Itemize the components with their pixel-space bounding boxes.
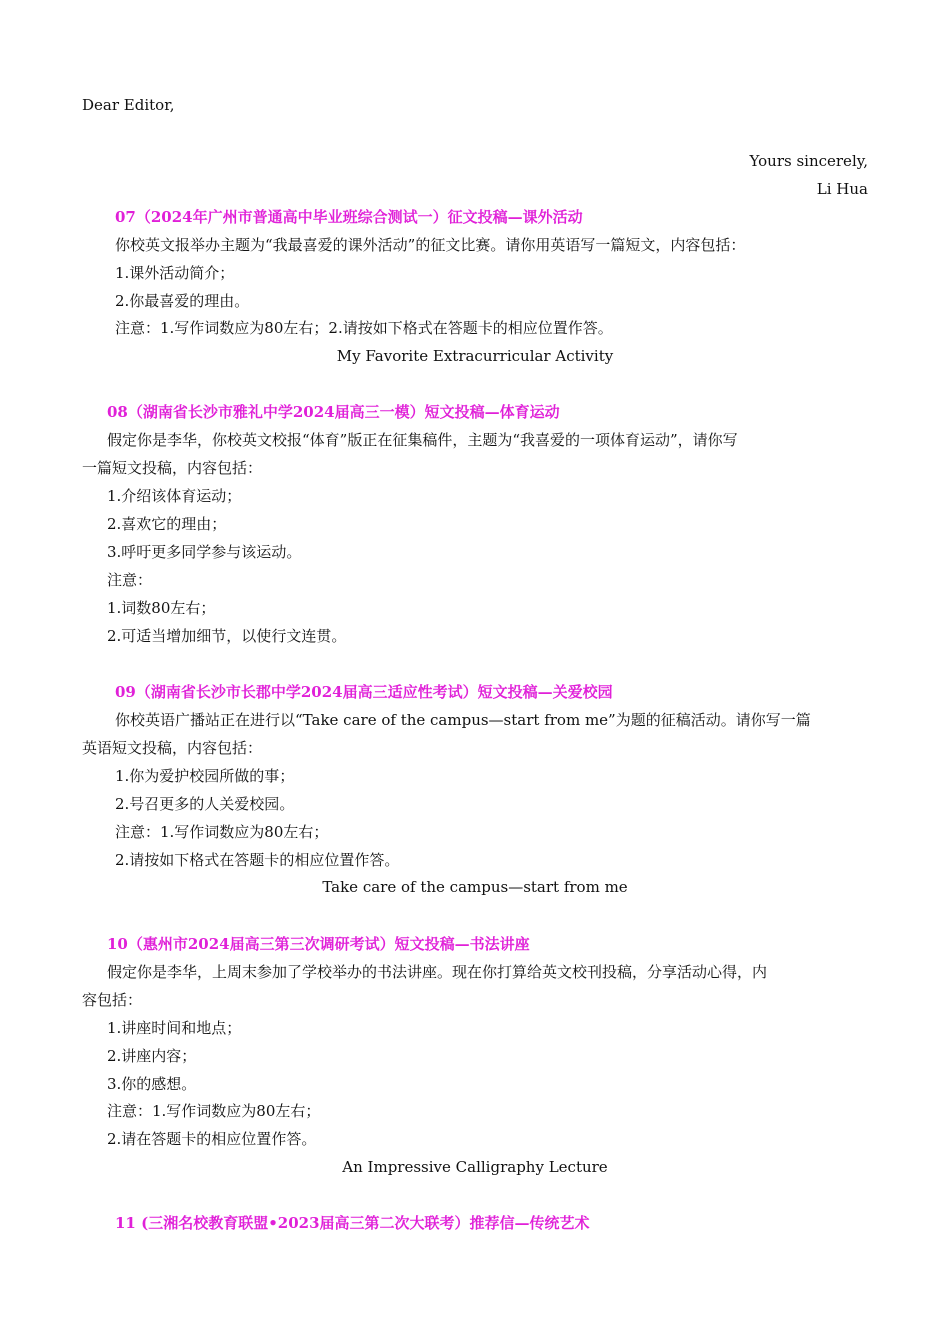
section-09-line: 2.请按如下格式在答题卡的相应位置作答。	[115, 851, 400, 869]
section-09-line: 1.你为爱护校园所做的事；	[115, 767, 295, 785]
section-09-line: 2.号召更多的人关爱校园。	[115, 795, 295, 813]
section-09-line: 英语短文投稿，内容包括：	[82, 739, 263, 757]
section-07-line: 你校英文报举办主题为“我最喜爱的课外活动”的征文比赛。请你用英语写一篇短文，内容包括：	[115, 236, 746, 254]
section-10-heading: 10（惠州市2024届高三第三次调研考试）短文投稿—书法讲座	[107, 935, 530, 953]
section-10-line: 2.讲座内容；	[107, 1047, 197, 1065]
section-08-line: 一篇短文投稿，内容包括：	[82, 459, 263, 477]
section-09-line: 注意：1.写作词数应为80左右；	[115, 823, 329, 841]
section-10-line: 容包括：	[82, 991, 143, 1009]
section-10-line: 2.请在答题卡的相应位置作答。	[107, 1130, 317, 1148]
section-09-line: 你校英语广播站正在进行以“Take care of the campus—start from me”为题的征稿活动。请你写一篇	[115, 711, 811, 729]
section-10-essay-title: An Impressive Calligraphy Lecture	[342, 1158, 608, 1176]
section-07-line: 1.课外活动简介；	[115, 264, 235, 282]
section-08-line: 3.呼吁更多同学参与该运动。	[107, 543, 302, 561]
section-07-heading: 07（2024年广州市普通高中毕业班综合测试一）征文投稿—课外活动	[115, 208, 583, 226]
section-10-line: 假定你是李华，上周末参加了学校举办的书法讲座。现在你打算给英文校刊投稿，分享活动心得，内	[107, 963, 768, 981]
section-10-line: 3.你的感想。	[107, 1075, 197, 1093]
section-08-line: 2.可适当增加细节，以使行文连贯。	[107, 627, 347, 645]
section-07-line: 注意：1.写作词数应为80左右；2.请按如下格式在答题卡的相应位置作答。	[115, 319, 613, 337]
section-09-essay-title: Take care of the campus—start from me	[322, 878, 628, 896]
section-10-line: 1.讲座时间和地点；	[107, 1019, 242, 1037]
section-11-heading: 11 (三湘名校教育联盟•2023届高三第二次大联考）推荐信—传统艺术	[115, 1214, 590, 1232]
section-08-heading: 08（湖南省长沙市雅礼中学2024届高三一模）短文投稿—体育运动	[107, 403, 560, 421]
section-07-essay-title: My Favorite Extracurricular Activity	[336, 347, 614, 365]
section-08-line: 1.介绍该体育运动；	[107, 487, 242, 505]
section-09-heading: 09（湖南省长沙市长郡中学2024届高三适应性考试）短文投稿—关爱校园	[115, 683, 613, 701]
letter-closing: Yours sincerely,	[749, 152, 868, 170]
section-08-line: 1.词数80左右；	[107, 599, 216, 617]
section-08-line: 注意：	[107, 571, 153, 589]
section-08-line: 假定你是李华，你校英文校报“体育”版正在征集稿件，主题为“我喜爱的一项体育运动”，请你写	[107, 431, 738, 449]
section-08-line: 2.喜欢它的理由；	[107, 515, 227, 533]
section-10-line: 注意：1.写作词数应为80左右；	[107, 1102, 321, 1120]
section-07-line: 2.你最喜爱的理由。	[115, 292, 250, 310]
letter-salutation: Dear Editor,	[82, 96, 175, 114]
letter-signature: Li Hua	[816, 180, 868, 198]
